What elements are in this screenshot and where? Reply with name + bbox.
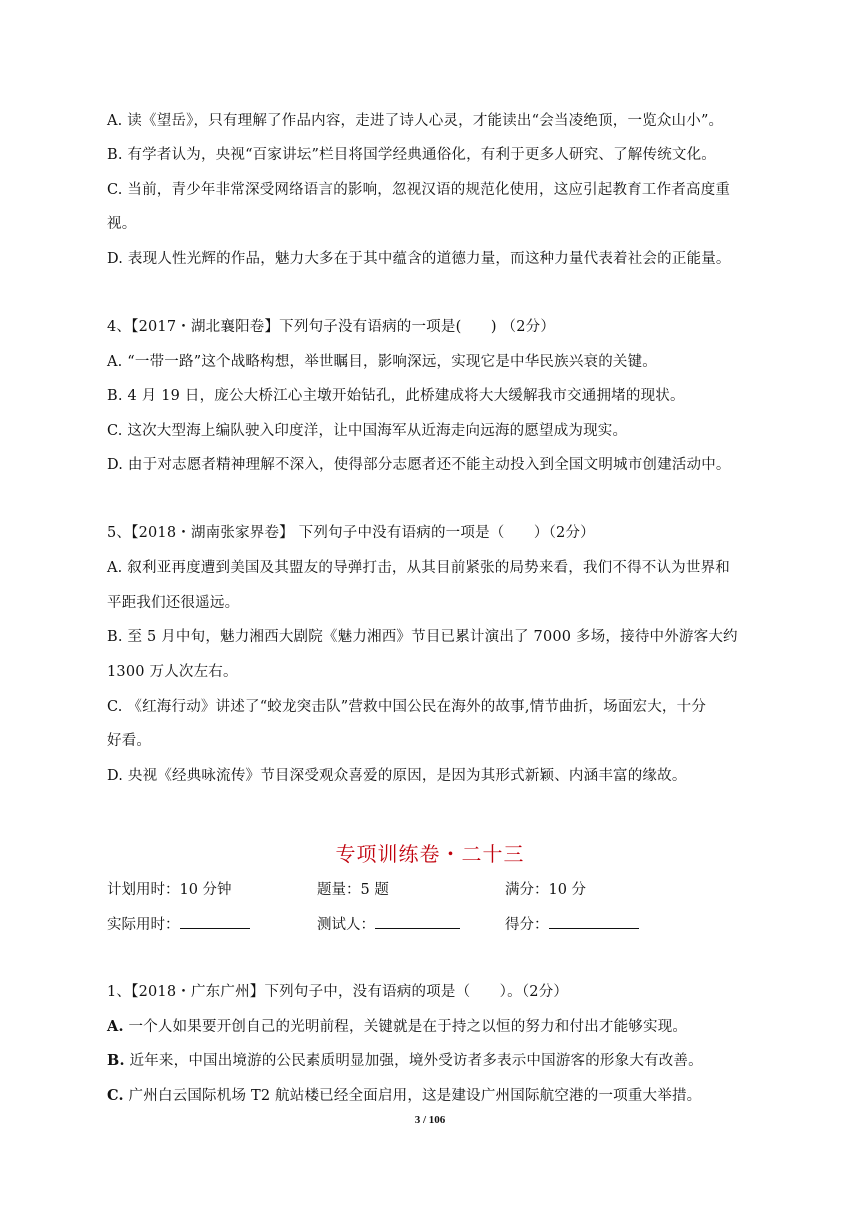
- q4-option-d: D. 由于对志愿者精神理解不深入，使得部分志愿者还不能主动投入到全国文明城市创建活动中。: [107, 457, 731, 473]
- q5-option-c: C. 《红海行动》讲述了“蛟龙突击队”营救中国公民在海外的故事,情节曲折，场面宏大，十分: [107, 699, 707, 715]
- actual-time-blank[interactable]: [180, 914, 250, 929]
- q1-option-a: [107, 1017, 757, 1037]
- section-title: 专项训练卷・二十三: [335, 842, 525, 866]
- q5-option-a: A. 叙利亚再度遭到美国及其盟友的导弹打击，从其目前紧张的局势来看，我们不得不认为世界和: [107, 560, 730, 576]
- tester-label: 测试人：: [317, 917, 375, 933]
- q1-option-b-text: 近年来，中国出境游的公民素质明显加强，境外受访者多表示中国游客的形象大有改善。: [124, 1053, 703, 1069]
- plan-time: 计划用时：10 分钟: [107, 882, 232, 898]
- q5-stem: 5、【2018・湖南张家界卷】 下列句子中没有语病的一项是（ ）（2分）: [107, 525, 595, 541]
- q5-option-c-cont: 好看。: [107, 733, 152, 749]
- q1-option-b: [107, 1051, 757, 1071]
- question-count: 题量：5 题: [317, 882, 389, 898]
- q3-option-c: C. 当前，青少年非常深受网络语言的影响，忽视汉语的规范化使用，这应引起教育工作者高度重: [107, 182, 731, 198]
- q1-stem: 1、【2018・广东广州】下列句子中，没有语病的项是（ ）。（2分）: [107, 984, 569, 1000]
- q3-option-c-cont: 视。: [107, 216, 137, 232]
- actual-time-row: [107, 914, 250, 935]
- actual-time-label: 实际用时：: [107, 917, 180, 933]
- q1-option-a-letter: A.: [107, 1018, 124, 1035]
- q4-stem: 4、【2017・湖北襄阳卷】下列句子没有语病的一项是( ) （2分）: [107, 319, 556, 335]
- q3-option-a: A. 读《望岳》，只有理解了作品内容，走进了诗人心灵，才能读出“会当凌绝顶，一览众山小”。: [107, 113, 724, 129]
- q3-option-d: D. 表现人性光辉的作品，魅力大多在于其中蕴含的道德力量，而这种力量代表着社会的正能量。: [107, 251, 731, 267]
- q1-option-c-text: 广州白云国际机场 T2 航站楼已经全面启用，这是建设广州国际航空港的一项重大举措。: [123, 1088, 702, 1104]
- q5-option-a-cont: 平距我们还很遥远。: [107, 595, 240, 611]
- score-row: [505, 914, 639, 935]
- tester-row: [317, 914, 460, 935]
- q1-option-c-letter: C.: [107, 1087, 124, 1104]
- q1-option-a-text: 一个人如果要开创自己的光明前程，关键就是在于持之以恒的努力和付出才能够实现。: [123, 1019, 688, 1035]
- full-score: 满分：10 分: [505, 882, 587, 898]
- q4-option-a: A. “一带一路”这个战略构想，举世瞩目，影响深远，实现它是中华民族兴衰的关键。: [107, 354, 658, 370]
- tester-blank[interactable]: [375, 914, 460, 929]
- q4-option-b: B. 4 月 19 日，庞公大桥江心主墩开始钻孔，此桥建成将大大缓解我市交通拥堵的现状。: [107, 388, 685, 404]
- score-blank[interactable]: [549, 914, 639, 929]
- q5-option-b: B. 至 5 月中旬，魅力湘西大剧院《魅力湘西》节目已累计演出了 7000 多场，接待中外游客大约: [107, 629, 738, 645]
- q5-option-b-cont: 1300 万人次左右。: [107, 664, 238, 680]
- q4-option-c: C. 这次大型海上编队驶入印度洋，让中国海军从近海走向远海的愿望成为现实。: [107, 423, 628, 439]
- q3-option-b: B. 有学者认为，央视“百家讲坛”栏目将国学经典通俗化，有利于更多人研究、了解传统文化。: [107, 147, 716, 163]
- page-number: 3 / 106: [414, 1114, 446, 1126]
- score-label: 得分：: [505, 917, 549, 933]
- q1-option-b-letter: B.: [107, 1052, 125, 1069]
- q5-option-d: D. 央视《经典咏流传》节目深受观众喜爱的原因，是因为其形式新颖、内涵丰富的缘故。: [107, 768, 687, 784]
- q1-option-c: [107, 1086, 757, 1106]
